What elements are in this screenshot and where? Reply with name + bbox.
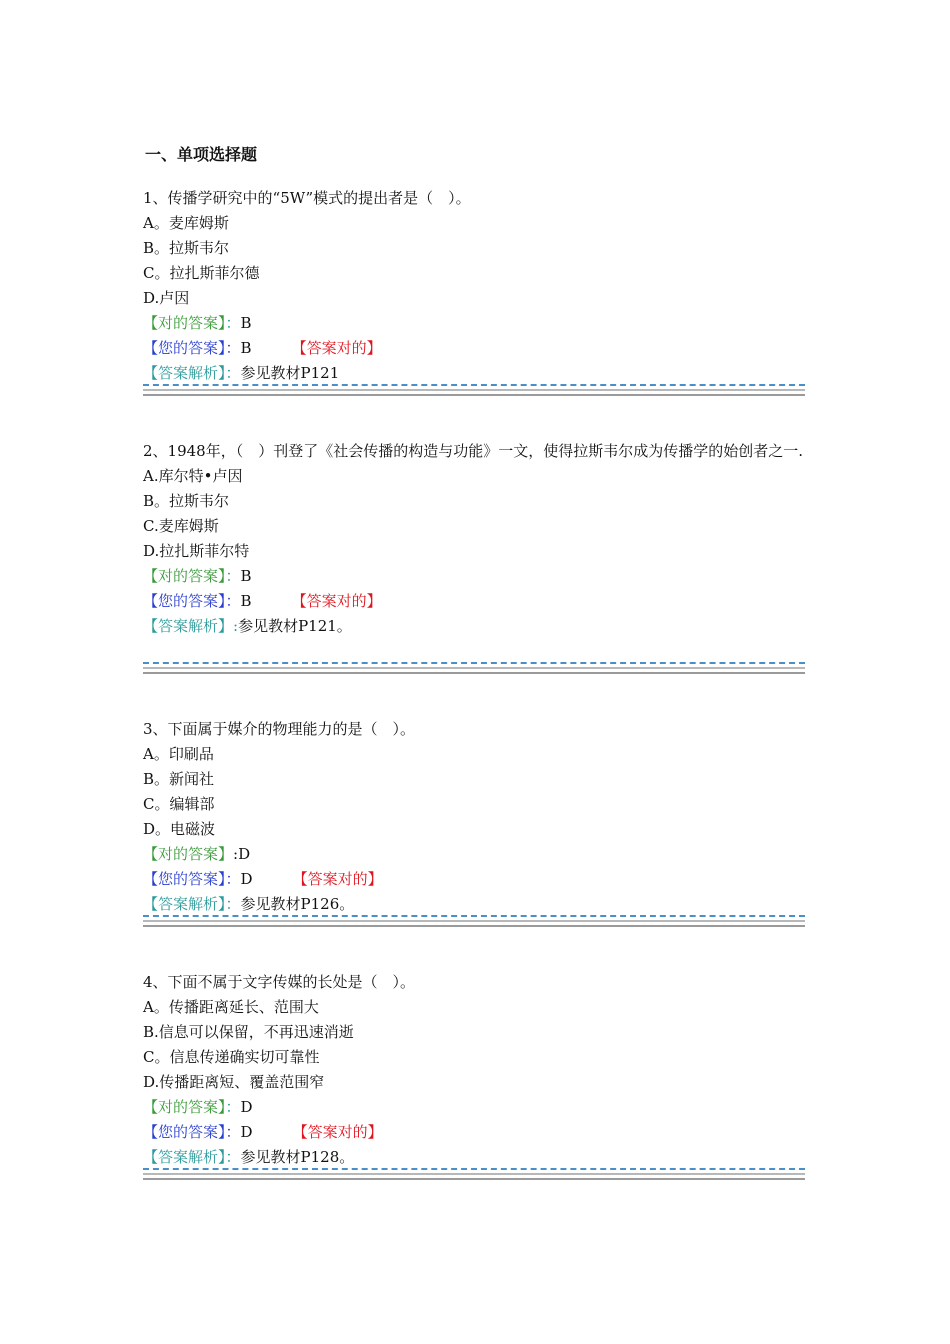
your-answer-row bbox=[143, 589, 808, 614]
analysis-text: 参见教材P126。 bbox=[240, 895, 355, 913]
your-answer-row bbox=[143, 1120, 808, 1145]
your-answer-value: B bbox=[240, 339, 252, 357]
correct-answer-row bbox=[143, 311, 808, 336]
correct-answer-value: D bbox=[240, 1098, 253, 1116]
option-c: C。编辑部 bbox=[143, 795, 215, 813]
double-divider bbox=[143, 389, 805, 396]
your-answer-value: B bbox=[240, 592, 252, 610]
your-answer-label: 【您的答案】 bbox=[143, 592, 226, 610]
question-1 bbox=[143, 186, 808, 386]
correct-answer-label: 【对的答案】 bbox=[143, 567, 226, 585]
question-stem: 1、传播学研究中的“5W”模式的提出者是（ ）。 bbox=[143, 189, 471, 207]
your-answer-label: 【您的答案】 bbox=[143, 339, 226, 357]
question-2 bbox=[143, 439, 808, 639]
option-a: A。传播距离延长、范围大 bbox=[143, 998, 319, 1016]
option-d: D.卢因 bbox=[143, 289, 190, 307]
your-answer-sep: ： bbox=[225, 870, 241, 888]
dashed-divider bbox=[143, 1168, 805, 1170]
your-answer-row bbox=[143, 336, 808, 361]
double-divider bbox=[143, 920, 805, 927]
your-answer-label: 【您的答案】 bbox=[143, 1123, 226, 1141]
analysis-row bbox=[143, 892, 808, 917]
analysis-text: 参见教材P121。 bbox=[238, 617, 352, 635]
option-b: B。拉斯韦尔 bbox=[143, 492, 230, 510]
your-answer-label: 【您的答案】 bbox=[143, 870, 226, 888]
your-answer-sep: ： bbox=[225, 339, 241, 357]
your-answer-sep: ： bbox=[225, 1123, 241, 1141]
correct-answer-row bbox=[143, 1095, 808, 1120]
correct-answer-row bbox=[143, 564, 808, 589]
option-d: D.拉扎斯菲尔特 bbox=[143, 542, 250, 560]
option-d: D。电磁波 bbox=[143, 820, 216, 838]
verdict-badge: 【答案对的】 bbox=[292, 1123, 383, 1141]
correct-answer-label: 【对的答案】 bbox=[143, 845, 234, 863]
correct-answer-row bbox=[143, 842, 808, 867]
correct-answer-value: B bbox=[240, 567, 252, 585]
section-title: 一、单项选择题 bbox=[145, 145, 258, 164]
your-answer-value: D bbox=[240, 1123, 253, 1141]
analysis-label: 【答案解析】 bbox=[143, 617, 234, 635]
your-answer-row bbox=[143, 867, 808, 892]
option-a: A.库尔特•卢因 bbox=[143, 467, 243, 485]
question-stem: 2、1948年，（ ）刊登了《社会传播的构造与功能》一文，使得拉斯韦尔成为传播学的始创者之一. bbox=[143, 442, 803, 460]
verdict-badge: 【答案对的】 bbox=[292, 870, 383, 888]
question-3 bbox=[143, 717, 808, 917]
analysis-label: 【答案解析】 bbox=[143, 1148, 226, 1166]
analysis-label: 【答案解析】 bbox=[143, 895, 226, 913]
question-stem: 4、下面不属于文字传媒的长处是（ ）。 bbox=[143, 973, 416, 991]
verdict-badge: 【答案对的】 bbox=[291, 592, 382, 610]
analysis-sep: ： bbox=[225, 364, 241, 382]
analysis-sep: : bbox=[233, 617, 239, 635]
correct-answer-label: 【对的答案】 bbox=[143, 1098, 226, 1116]
analysis-sep: ： bbox=[225, 1148, 241, 1166]
analysis-row bbox=[143, 614, 808, 639]
option-c: C。拉扎斯菲尔德 bbox=[143, 264, 260, 282]
option-b: B。新闻社 bbox=[143, 770, 215, 788]
verdict-badge: 【答案对的】 bbox=[291, 339, 382, 357]
question-4 bbox=[143, 970, 808, 1170]
correct-answer-value: B bbox=[240, 314, 252, 332]
dashed-divider bbox=[143, 915, 805, 917]
option-d: D.传播距离短、覆盖范围窄 bbox=[143, 1073, 325, 1091]
dashed-divider bbox=[143, 384, 805, 386]
analysis-row bbox=[143, 361, 808, 386]
option-c: C。信息传递确实切可靠性 bbox=[143, 1048, 320, 1066]
correct-answer-sep: ： bbox=[225, 567, 241, 585]
option-b: B。拉斯韦尔 bbox=[143, 239, 230, 257]
analysis-text: 参见教材P128。 bbox=[240, 1148, 355, 1166]
your-answer-value: D bbox=[240, 870, 253, 888]
correct-answer-sep: ： bbox=[225, 1098, 241, 1116]
correct-answer-value: D bbox=[238, 845, 251, 863]
correct-answer-label: 【对的答案】 bbox=[143, 314, 226, 332]
analysis-row bbox=[143, 1145, 808, 1170]
option-b: B.信息可以保留，不再迅速消逝 bbox=[143, 1023, 354, 1041]
analysis-text: 参见教材P121 bbox=[240, 364, 340, 382]
analysis-label: 【答案解析】 bbox=[143, 364, 226, 382]
question-stem: 3、下面属于媒介的物理能力的是（ ）。 bbox=[143, 720, 416, 738]
your-answer-sep: ： bbox=[225, 592, 241, 610]
correct-answer-sep: ： bbox=[225, 314, 241, 332]
option-a: A。麦库姆斯 bbox=[143, 214, 229, 232]
option-a: A。印刷品 bbox=[143, 745, 214, 763]
dashed-divider bbox=[143, 662, 805, 664]
double-divider bbox=[143, 1173, 805, 1180]
correct-answer-sep: : bbox=[233, 845, 239, 863]
analysis-sep: ： bbox=[225, 895, 241, 913]
option-c: C.麦库姆斯 bbox=[143, 517, 219, 535]
double-divider bbox=[143, 667, 805, 674]
